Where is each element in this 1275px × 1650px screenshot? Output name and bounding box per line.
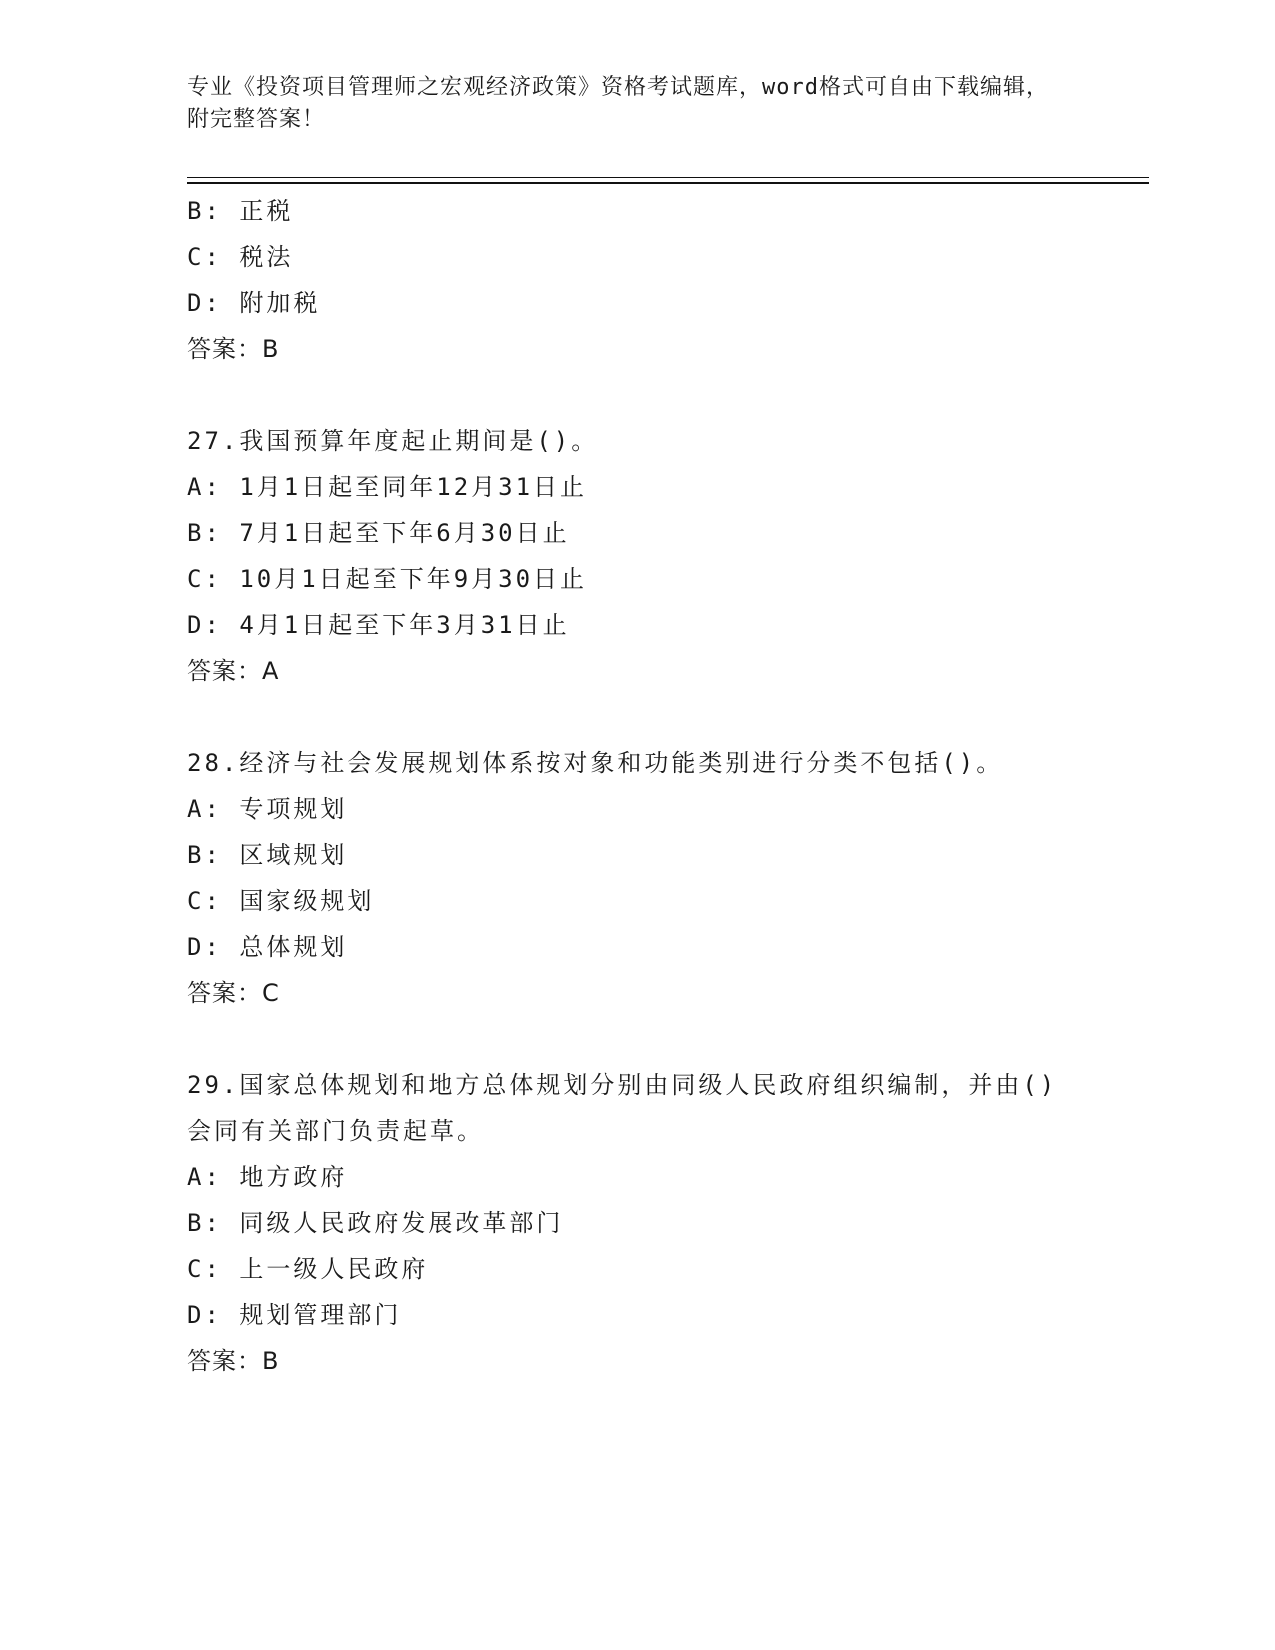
option-c[interactable]: C: 国家级规划	[187, 887, 375, 915]
answer: 答案：B	[187, 335, 280, 363]
spacer	[187, 1016, 1087, 1062]
option-a[interactable]: A: 地方政府	[187, 1163, 348, 1191]
header-divider-thin	[187, 177, 1149, 178]
question-29	[187, 1062, 1087, 1384]
option-b[interactable]: B: 7月1日起至下年6月30日止	[187, 519, 570, 547]
option-d[interactable]: D: 4月1日起至下年3月31日止	[187, 611, 570, 639]
option-c[interactable]: C: 10月1日起至下年9月30日止	[187, 565, 588, 593]
header-divider-thick	[187, 182, 1149, 184]
option-c[interactable]: C: 上一级人民政府	[187, 1255, 429, 1283]
page-header: 专业《投资项目管理师之宏观经济政策》资格考试题库，word格式可自由下载编辑，附完整答案！	[187, 75, 1049, 132]
option-b[interactable]: B: 区域规划	[187, 841, 348, 869]
question-stem: 28.经济与社会发展规划体系按对象和功能类别进行分类不包括()。	[187, 749, 1004, 777]
question-28	[187, 740, 1087, 1016]
option-a[interactable]: A: 1月1日起至同年12月31日止	[187, 473, 588, 501]
spacer	[187, 372, 1087, 418]
option-b[interactable]: B: 同级人民政府发展改革部门	[187, 1209, 564, 1237]
question-list	[187, 188, 1087, 1384]
answer: 答案：C	[187, 979, 280, 1007]
option-d[interactable]: D: 附加税	[187, 289, 321, 317]
option-d[interactable]: D: 规划管理部门	[187, 1301, 402, 1329]
question-27	[187, 418, 1087, 694]
option-a[interactable]: A: 专项规划	[187, 795, 348, 823]
option-d[interactable]: D: 总体规划	[187, 933, 348, 961]
answer: 答案：B	[187, 1347, 280, 1375]
question-stem: 27.我国预算年度起止期间是()。	[187, 427, 599, 455]
question-stem: 29.国家总体规划和地方总体规划分别由同级人民政府组织编制，并由()会同有关部门负责起草。	[187, 1071, 1058, 1145]
option-c[interactable]: C: 税法	[187, 243, 294, 271]
question-26-continued	[187, 188, 1087, 372]
option-b[interactable]: B: 正税	[187, 197, 294, 225]
spacer	[187, 694, 1087, 740]
answer: 答案：A	[187, 657, 280, 685]
